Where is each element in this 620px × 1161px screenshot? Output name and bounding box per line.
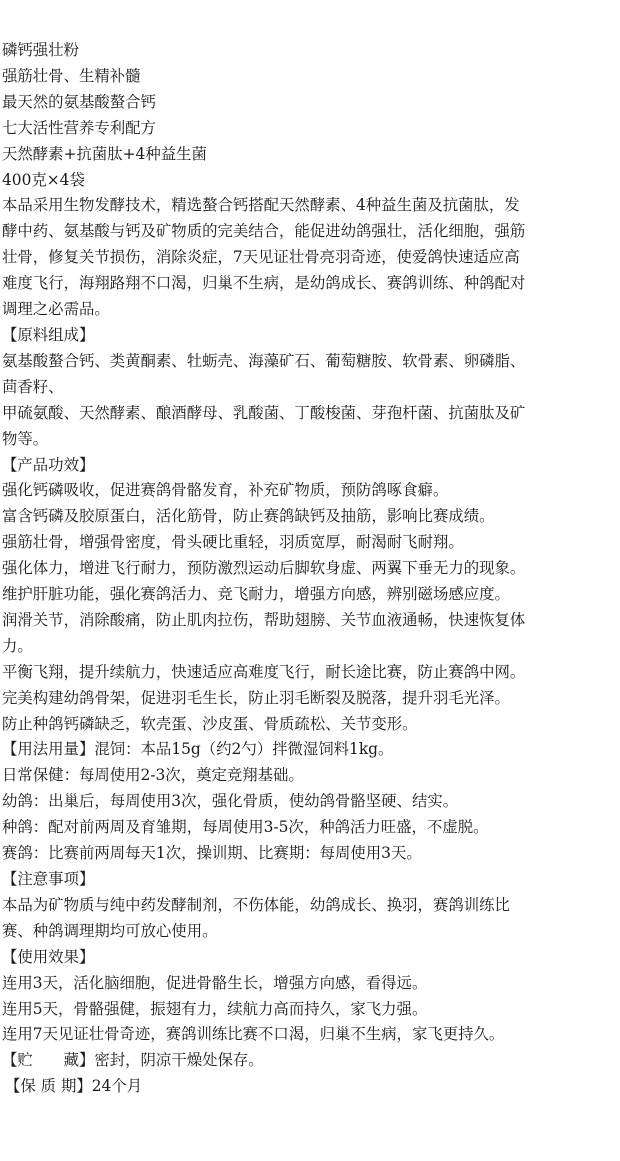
usage-line: 日常保健：每周使用2-3次，奠定竞翔基础。 (2, 766, 304, 785)
ingredients-section (2, 323, 618, 453)
effects-section (2, 453, 618, 738)
ingredients-heading: 【原料组成】 (2, 325, 95, 344)
intro-line: 调理之必需品。 (2, 300, 110, 319)
intro-line: 本品采用生物发酵技术，精选螯合钙搭配天然酵素、4种益生菌及抗菌肽，发 (2, 196, 520, 215)
storage-heading: 【贮 藏】 (2, 1051, 95, 1070)
effects-line: 强化体力，增进飞行耐力，预防激烈运动后脚软身虚、两翼下垂无力的现象。 (2, 559, 526, 578)
effects-line: 平衡飞翔，提升续航力，快速适应高难度飞行，耐长途比赛，防止赛鸽中网。 (2, 662, 526, 681)
effects-line: 强化钙磷吸收，促进赛鸽骨骼发育，补充矿物质，预防鸽啄食癖。 (2, 481, 449, 500)
shelf-life-heading: 【保 质 期】 (5, 1077, 92, 1096)
results-line: 连用7天见证壮骨奇迹，赛鸽训练比赛不口渴，归巢不生病，家飞更持久。 (2, 1025, 505, 1044)
effects-heading: 【产品功效】 (2, 455, 95, 474)
usage-section (2, 737, 618, 867)
results-section (2, 945, 618, 1049)
storage-text: 密封，阴凉干燥处保存。 (94, 1051, 264, 1070)
usage-line: 赛鸽：比赛前两周每天1次，操训期、比赛期：每周使用3天。 (2, 844, 422, 863)
product-spec: 400克×4袋 (2, 170, 85, 189)
effects-line: 润滑关节，消除酸痛，防止肌肉拉伤，帮助翅膀、关节血液通畅，快速恢复体 (2, 610, 526, 629)
usage-heading: 【用法用量】 (2, 740, 95, 759)
product-claim-2: 七大活性营养专利配方 (2, 118, 156, 137)
storage-line (2, 1048, 618, 1074)
notes-heading: 【注意事项】 (2, 870, 95, 888)
results-line: 连用3天，活化脑细胞，促进骨骼生长，增强方向感，看得远。 (2, 973, 428, 992)
product-claim-3: 天然酵素+抗菌肽+4种益生菌 (2, 144, 207, 163)
intro-line: 壮骨，修复关节损伤，消除炎症，7天见证壮骨亮羽奇迹，使爱鸽快速适应高 (2, 248, 520, 267)
effects-line: 防止种鸽钙磷缺乏，软壳蛋、沙皮蛋、骨质疏松、关节变形。 (2, 714, 418, 733)
notes-section (2, 867, 618, 945)
product-name: 磷钙强壮粉 (2, 41, 79, 59)
product-claim-1: 最天然的氨基酸螯合钙 (2, 92, 156, 111)
usage-mixing-text: 混饲：本品15g（约2勺）拌微湿饲料1kg。 (94, 740, 394, 759)
effects-line: 维护肝脏功能，强化赛鸽活力、竞飞耐力，增强方向感，辨别磁场感应度。 (2, 585, 510, 604)
intro-line: 酵中药、氨基酸与钙及矿物质的完美结合，能促进幼鸽强壮，活化细胞，强筋 (2, 222, 526, 241)
usage-line: 种鸽：配对前两周及育雏期，每周使用3-5次，种鸽活力旺盛，不虚脱。 (2, 818, 489, 837)
effects-line: 富含钙磷及胶原蛋白，活化筋骨，防止赛鸽缺钙及抽筋，影响比赛成绩。 (2, 507, 495, 526)
ingredients-line: 物等。 (2, 429, 49, 448)
product-tagline: 强筋壮骨、生精补髓 (2, 66, 141, 85)
intro-line: 难度飞行，海翔路翔不口渴，归巢不生病，是幼鸽成长、赛鸽训练、种鸽配对 (2, 274, 526, 293)
notes-line: 赛、种鸽调理期均可放心使用。 (2, 921, 218, 940)
usage-line: 幼鸽：出巢后，每周使用3次，强化骨质，使幼鸽骨骼坚硬、结实。 (2, 792, 459, 811)
ingredients-line: 茴香籽、 (2, 377, 64, 396)
ingredients-line: 甲硫氨酸、天然酵素、酿酒酵母、乳酸菌、丁酸梭菌、芽孢杆菌、抗菌肽及矿 (2, 403, 526, 422)
shelf-life-text: 24个月 (91, 1077, 143, 1096)
effects-line: 完美构建幼鸽骨架，促进羽毛生长，防止羽毛断裂及脱落，提升羽毛光泽。 (2, 688, 510, 707)
results-heading: 【使用效果】 (2, 947, 95, 966)
effects-line: 强筋壮骨，增强骨密度，骨头硬比重轻，羽质宽厚，耐渴耐飞耐翔。 (2, 533, 464, 552)
usage-first-line (2, 737, 618, 763)
ingredients-line: 氨基酸螯合钙、类黄酮素、牡蛎壳、海藻矿石、葡萄糖胺、软骨素、卵磷脂、 (2, 351, 526, 370)
effects-line: 力。 (2, 636, 33, 655)
shelf-life-line (2, 1074, 618, 1100)
results-line: 连用5天，骨骼强健，振翅有力，续航力高而持久，家飞力强。 (2, 999, 428, 1018)
notes-line: 本品为矿物质与纯中药发酵制剂，不伤体能，幼鸽成长、换羽，赛鸽训练比 (2, 895, 510, 914)
intro-paragraph (2, 193, 618, 323)
